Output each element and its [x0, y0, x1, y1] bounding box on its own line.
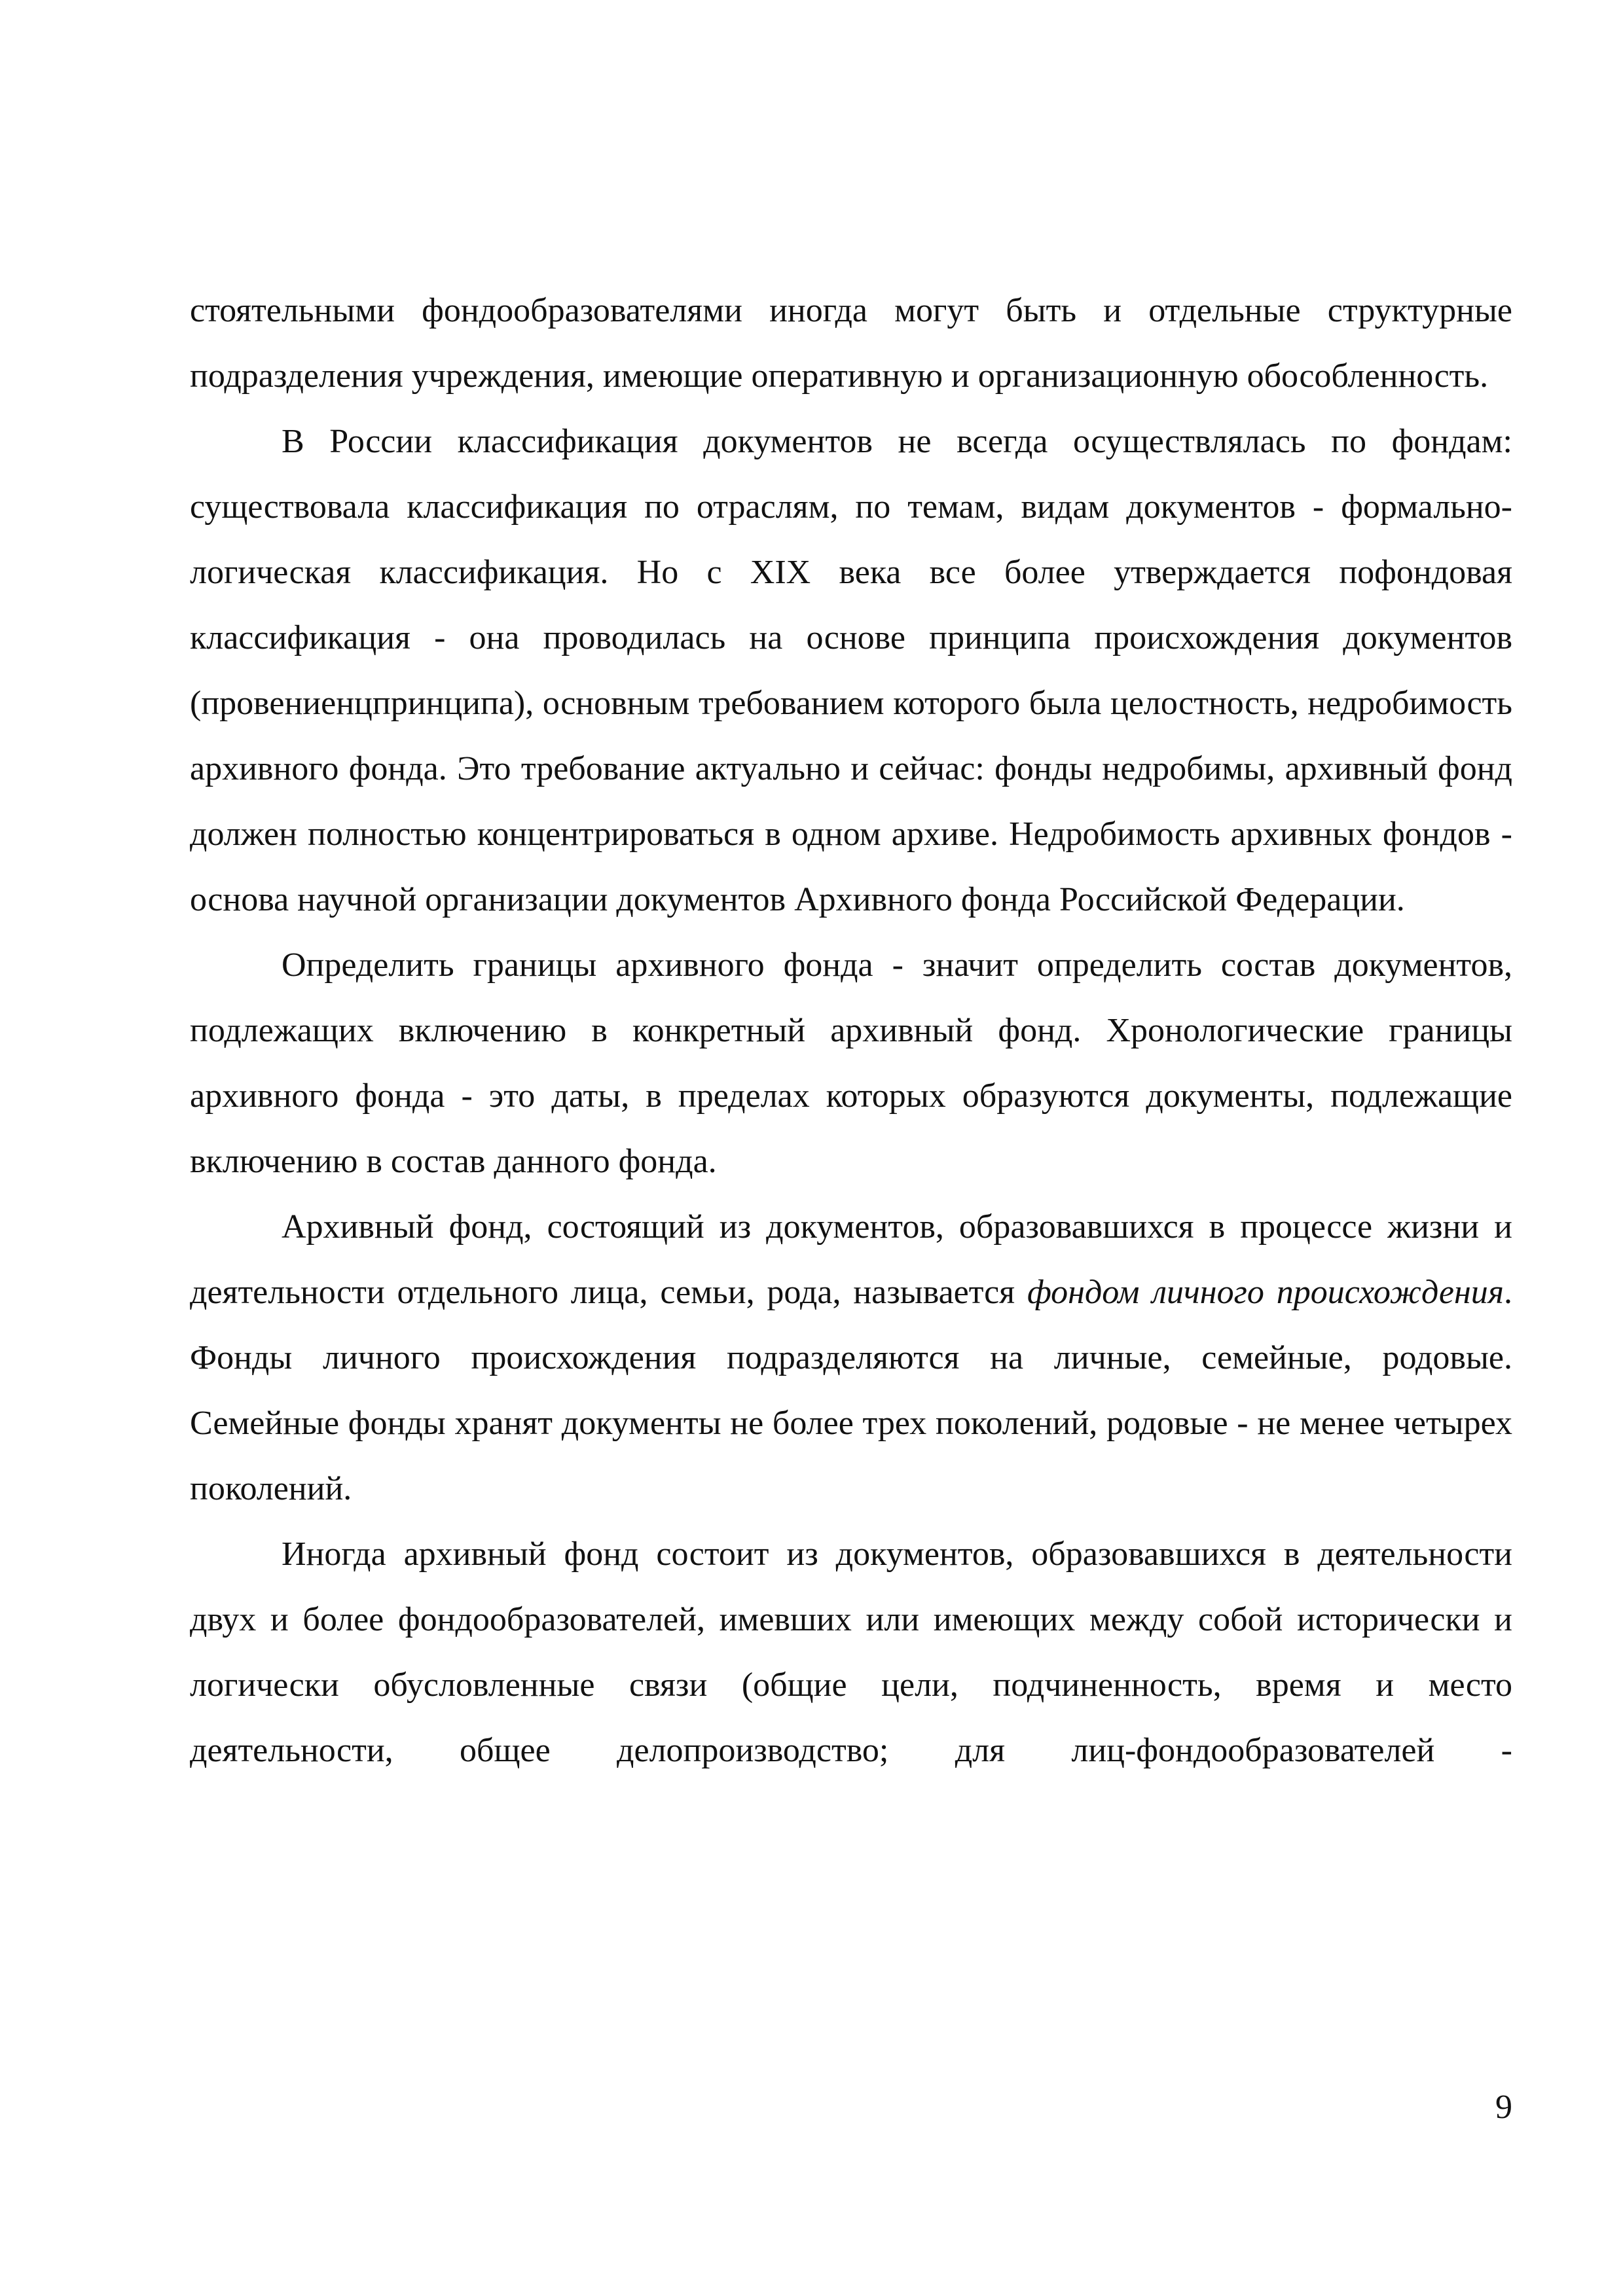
- paragraph-continuation: стоятельными фондообразователями иногда могут быть и отдельные структурные подразделения учреждения, имеющие оперативную и организационную обособленность.: [190, 292, 1512, 395]
- paragraph-personal-funds: [190, 1194, 1512, 1522]
- paragraph-fund-boundaries: Определить границы архивного фонда - значит определить состав документов, подлежащих включению в конкретный архивный фонд. Хронологические границы архивного фонда - это даты, в пределах которых образуются документы, подлежащие включению в состав данного фонда.: [190, 946, 1512, 1180]
- page-number: 9: [1495, 2089, 1512, 2126]
- paragraph-classification-history: В России классификация документов не всегда осуществлялась по фондам: существовала классификация по отраслям, по темам, видам документов - формально-логическая классификация. Но с XIX века все более утверждается пофондовая классификация - она проводилась на основе принципа происхождения документов (провениенцпринципа), основным требованием которого была целостность, недробимость архивного фонда. Это требование актуально и сейчас: фонды недробимы, архивный фонд должен полностью концентрироваться в одном архиве. Недробимость архивных фондов - основа научной организации документов Архивного фонда Российской Федерации.: [190, 423, 1512, 918]
- body-text: [190, 278, 1512, 1784]
- paragraph-joint-funds: Иногда архивный фонд состоит из документов, образовавшихся в деятельности двух и более фондообразователей, имевших или имеющих между собой исторически и логически обусловленные связи (общие цели, подчиненность, время и место деятельности, общее делопроизводство; для лиц-фондообразователей -: [190, 1535, 1512, 1769]
- personal-funds-text-before: Архивный фонд, состоящий из документов, образовавшихся в процессе жизни и деятельности отдельного лица, семьи, рода, называется: [190, 1208, 1512, 1311]
- term-personal-origin-fund: фондом личного происхождения: [1027, 1274, 1504, 1311]
- personal-funds-text-after: . Фонды личного происхождения подразделяются на личные, семейные, родовые. Семейные фонды хранят документы не более трех поколений, родовые - не менее четырех поколений.: [190, 1274, 1512, 1507]
